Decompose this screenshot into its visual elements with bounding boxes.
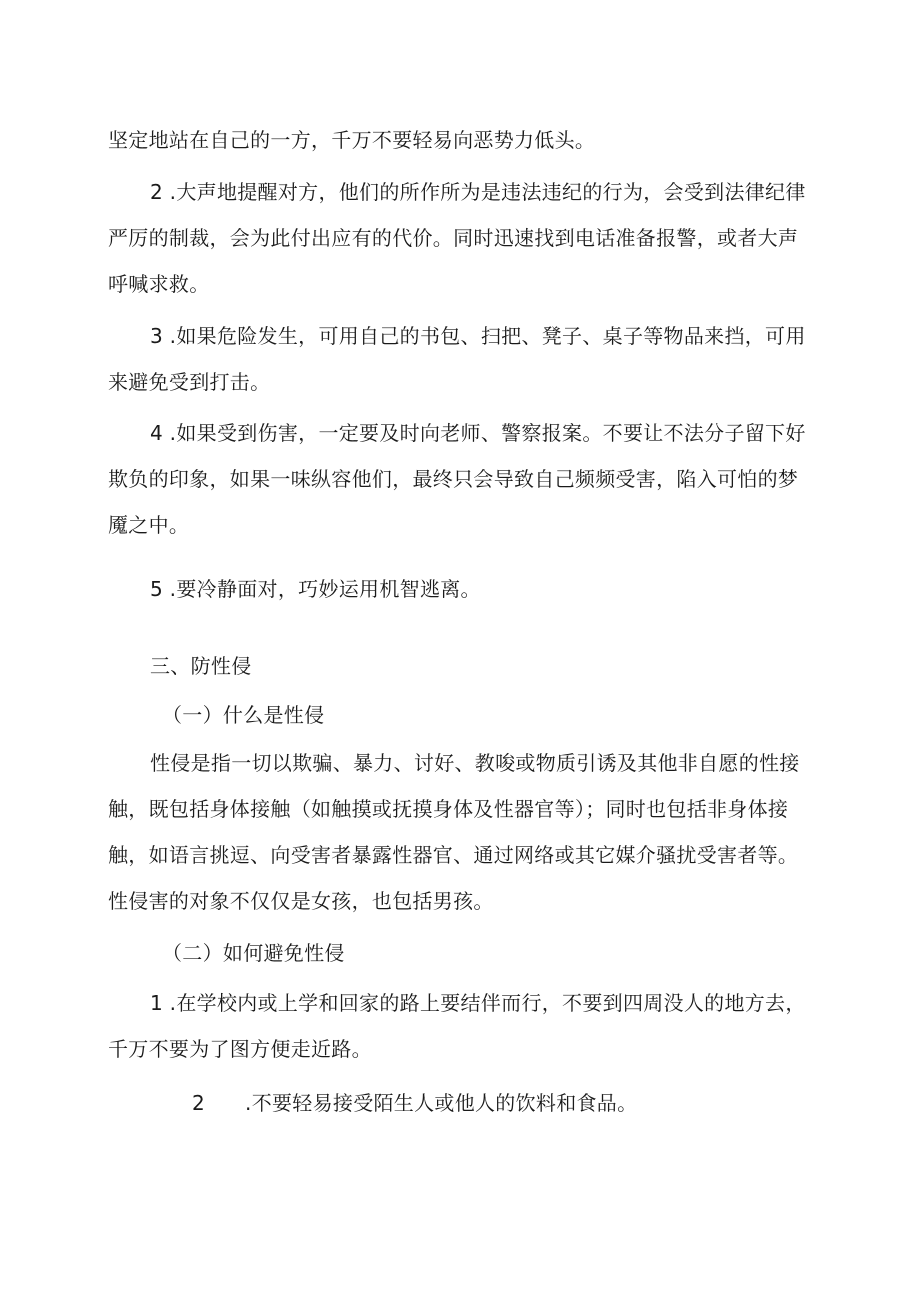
subsection-heading-2: （二）如何避免性侵 xyxy=(162,941,345,965)
list-item-2: 2 .大声地提醒对方，他们的所作所为是违法违纪的行为，会受到法律纪律严厉的制裁，会为此付出应有的代价。同时迅速找到电话准备报警，或者大声呼喊求救。 xyxy=(108,180,806,296)
list-item-5: 5 .要冷静面对，巧妙运用机智逃离。 xyxy=(150,577,481,601)
list-item-2b xyxy=(108,1080,812,1126)
definition-paragraph: 性侵是指一切以欺骗、暴力、讨好、教唆或物质引诱及其他非自愿的性接触，既包括身体接触（如触摸或抚摸身体及性器官等）；同时也包括非身体接触，如语言挑逗、向受害者暴露性器官、通过网络或其它媒介骚扰受害者等。性侵害的对象不仅仅是女孩，也包括男孩。 xyxy=(108,751,800,913)
paragraph-continuation: 坚定地站在自己的一方，千万不要轻易向恶势力低头。 xyxy=(108,128,596,152)
list-item-4: 4 .如果受到伤害，一定要及时向老师、警察报案。不要让不法分子留下好欺负的印象，如果一味纵容他们，最终只会导致自己频频受害，陷入可怕的梦魇之中。 xyxy=(108,421,806,537)
section-heading-3: 三、防性侵 xyxy=(150,654,252,678)
list-item-1: 1 .在学校内或上学和回家的路上要结伴而行，不要到四周没人的地方去，千万不要为了图方便走近路。 xyxy=(108,991,806,1061)
list-item-text: .不要轻易接受陌生人或他人的饮料和食品。 xyxy=(245,1091,638,1115)
list-item-3: 3 .如果危险发生，可用自己的书包、扫把、凳子、桌子等物品来挡，可用来避免受到打击。 xyxy=(108,324,806,394)
list-number: 2 xyxy=(192,1091,206,1115)
subsection-heading-1: （一）什么是性侵 xyxy=(162,703,325,727)
